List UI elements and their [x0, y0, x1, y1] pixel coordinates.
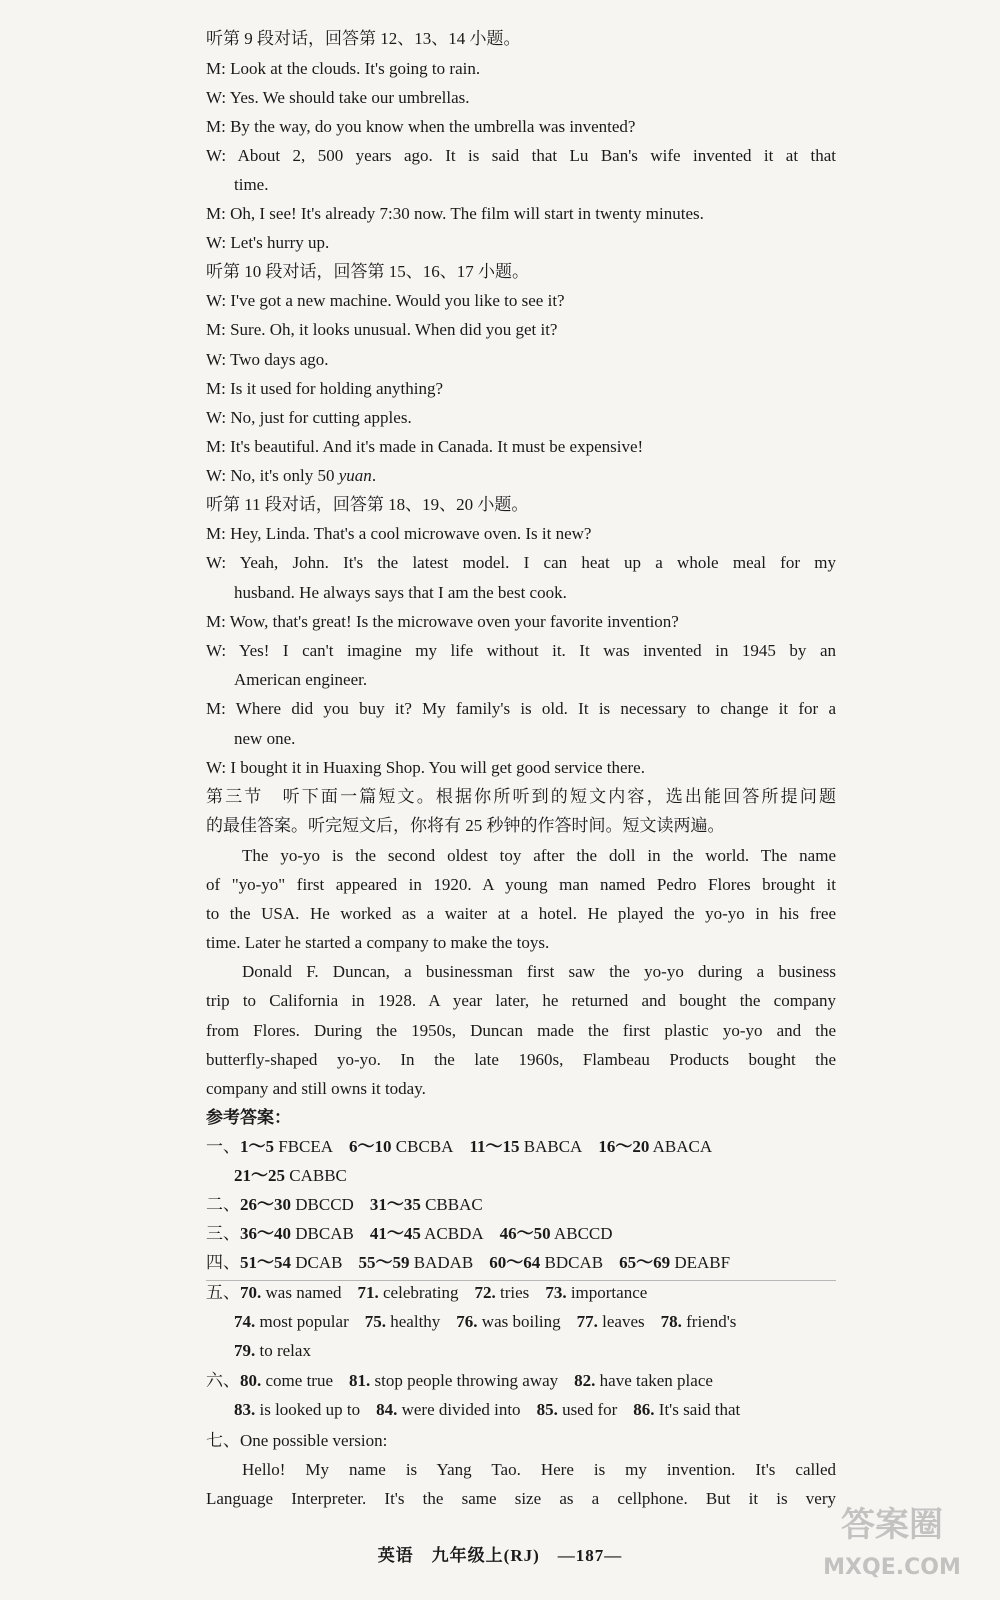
text-line-l5: M: Oh, I see! It's already 7:30 now. The film will start in twenty minutes. [206, 204, 704, 223]
answer-row-r1 [206, 1136, 728, 1158]
text-line-p2b: trip to California in 1928. A year later, he returned and bought the company [206, 991, 836, 1010]
answer-section-prefix: 三、 [206, 1224, 240, 1243]
answer-item [574, 1371, 713, 1390]
answer-item [240, 1137, 333, 1156]
answer-range: 77. [576, 1312, 598, 1331]
answer-range: 84. [376, 1400, 398, 1419]
text-line-h11: 听第 11 段对话，回答第 18、19、20 小题。 [206, 495, 529, 514]
answer-value: were divided into [401, 1400, 521, 1419]
text-line-p1c: to the USA. He worked as a waiter at a hotel. He played the yo-yo in his free [206, 904, 836, 923]
answer-value: DBCAB [295, 1224, 354, 1243]
answer-value: It's said that [658, 1400, 741, 1419]
answer-item [370, 1195, 483, 1214]
answer-item [240, 1371, 333, 1390]
text-line-l15b: husband. He always says that I am the best cook. [234, 583, 567, 602]
answer-row-r5 [206, 1282, 663, 1304]
answer-row-r6 [206, 1370, 729, 1392]
text-line-l3: M: By the way, do you know when the umbrella was invented? [206, 117, 636, 136]
text-line-l11: W: No, just for cutting apples. [206, 408, 412, 427]
text-line-l9: W: Two days ago. [206, 350, 329, 369]
answer-range: 73. [545, 1283, 567, 1302]
answer-range: 16～20 [598, 1137, 650, 1156]
answer-range: 46～50 [499, 1224, 551, 1243]
text-line-p2e: company and still owns it today. [206, 1079, 426, 1098]
answer-range: 65～69 [619, 1253, 671, 1272]
answer-range: 21～25 [234, 1166, 285, 1185]
answer-value: ABCCD [553, 1224, 613, 1243]
answer-range: 74. [234, 1312, 256, 1331]
answer-item [240, 1253, 342, 1272]
answer-item [545, 1283, 647, 1302]
answer-range: 36～40 [240, 1224, 291, 1243]
answer-item [349, 1371, 558, 1390]
answer-range: 79. [234, 1341, 256, 1360]
answer-value: DBCCD [295, 1195, 354, 1214]
answer-range: 75. [364, 1312, 386, 1331]
answer-range: 76. [456, 1312, 478, 1331]
answer-item [619, 1253, 730, 1272]
watermark-logo [812, 1496, 972, 1586]
answer-value: CABBC [289, 1166, 347, 1185]
answer-item [234, 1341, 311, 1360]
text-line-ref: 参考答案： [206, 1108, 291, 1127]
text-line-p1a: The yo-yo is the second oldest toy after the doll in the world. The name [242, 846, 836, 865]
answer-item [370, 1224, 484, 1243]
answer-range: 72. [474, 1283, 496, 1302]
answer-range: 60～64 [489, 1253, 541, 1272]
answer-value: most popular [259, 1312, 349, 1331]
answer-value: is looked up to [259, 1400, 361, 1419]
text-line-l6: W: Let's hurry up. [206, 233, 330, 252]
essay-line-2: Language Interpreter. It's the same size as a cellphone. But it is very [206, 1489, 836, 1508]
answer-range: 51～54 [240, 1253, 291, 1272]
essay-line-1: Hello! My name is Yang Tao. Here is my invention. It's called [242, 1460, 836, 1479]
answer-range: 83. [234, 1400, 256, 1419]
text-line-l12: M: It's beautiful. And it's made in Canada. It must be expensive! [206, 437, 644, 456]
svg-text:MXQE.COM: MXQE.COM [823, 1555, 961, 1580]
answer-item [577, 1312, 645, 1331]
answer-range: 31～35 [369, 1195, 421, 1214]
answer-value: ACBDA [424, 1224, 484, 1243]
answer-range: 1～5 [240, 1137, 274, 1156]
answer-row-r3 [206, 1223, 629, 1245]
answer-item [537, 1400, 618, 1419]
answer-range: 78. [660, 1312, 682, 1331]
text-line-l2: W: Yes. We should take our umbrellas. [206, 88, 470, 107]
text-line-h9: 听第 9 段对话，回答第 12、13、14 小题。 [206, 29, 521, 48]
text-line-p2d: butterfly-shaped yo-yo. In the late 1960s, Flambeau Products bought the [206, 1050, 836, 1069]
answer-value: leaves [602, 1312, 645, 1331]
answer-value: importance [570, 1283, 648, 1302]
answer-item [661, 1312, 737, 1331]
answer-item [234, 1400, 360, 1419]
text-line-p1b: of "yo-yo" first appeared in 1920. A young man named Pedro Flores brought it [206, 875, 836, 894]
answer-range: 26～30 [240, 1195, 291, 1214]
answer-row-r5b [234, 1311, 752, 1333]
answer-row-r2 [206, 1194, 499, 1216]
answer-value: FBCEA [278, 1137, 334, 1156]
text-line-l19: W: I bought it in Huaxing Shop. You will get good service there. [206, 758, 645, 777]
answer-item [475, 1283, 530, 1302]
divider [206, 1280, 836, 1281]
answer-range: 70. [240, 1283, 262, 1302]
answer-item [358, 1253, 473, 1272]
text-line-l14: M: Hey, Linda. That's a cool microwave oven. Is it new? [206, 524, 592, 543]
answer-section-prefix: 二、 [206, 1195, 240, 1214]
answer-value: ABACA [652, 1137, 713, 1156]
text-line-l17b: American engineer. [234, 670, 368, 689]
answer-item [240, 1224, 354, 1243]
text-line-p1d: time. Later he started a company to make the toys. [206, 933, 550, 952]
answer-row-r5c [234, 1340, 327, 1362]
text-line-l1: M: Look at the clouds. It's going to rain. [206, 59, 481, 78]
answer-value: friend's [686, 1312, 737, 1331]
answer-item [376, 1400, 520, 1419]
answer-item [234, 1166, 347, 1185]
text-line-h10: 听第 10 段对话，回答第 15、16、17 小题。 [206, 262, 529, 281]
text-line-l18b: new one. [234, 729, 296, 748]
answer-range: 11～15 [469, 1137, 520, 1156]
answer-value: CBBAC [425, 1195, 483, 1214]
answer-value: BABCA [523, 1137, 583, 1156]
text-line-l15: W: Yeah, John. It's the latest model. I can heat up a whole meal for my [206, 553, 836, 572]
answer-section-prefix: 五、 [206, 1283, 240, 1302]
answer-item [365, 1312, 441, 1331]
text-line-p2c: from Flores. During the 1950s, Duncan made the first plastic yo-yo and the [206, 1021, 836, 1040]
text-line-s3b: 的最佳答案。听完短文后，你将有 25 秒钟的作答时间。短文读两遍。 [206, 816, 725, 835]
answer-item [633, 1400, 740, 1419]
answer-value: used for [562, 1400, 618, 1419]
answer-row-r1b [234, 1165, 363, 1187]
answer-value: was boiling [481, 1312, 561, 1331]
text-line-l10: M: Is it used for holding anything? [206, 379, 444, 398]
answer-value: BADAB [413, 1253, 474, 1272]
answer-range: 82. [574, 1371, 596, 1390]
section-seven-label: 七、One possible version: [206, 1431, 388, 1450]
answer-value: DCAB [295, 1253, 343, 1272]
answer-range: 6～10 [349, 1137, 392, 1156]
answer-value: was named [265, 1283, 342, 1302]
answer-value: BDCAB [544, 1253, 604, 1272]
text-line-l4b: time. [234, 175, 269, 194]
answer-item [240, 1283, 342, 1302]
answer-value: tries [500, 1283, 530, 1302]
text-line-l8: M: Sure. Oh, it looks unusual. When did you get it? [206, 320, 558, 339]
answer-range: 55～59 [358, 1253, 410, 1272]
text-line-l7: W: I've got a new machine. Would you like to see it? [206, 291, 565, 310]
answer-item [234, 1312, 349, 1331]
answer-value: come true [265, 1371, 333, 1390]
page-footer: 英语 九年级上(RJ) —187— [377, 1546, 623, 1565]
answer-row-r6b [234, 1399, 756, 1421]
answer-range: 71. [357, 1283, 379, 1302]
answer-range: 85. [536, 1400, 558, 1419]
answer-value: have taken place [599, 1371, 713, 1390]
answer-item [240, 1195, 354, 1214]
answer-item [500, 1224, 613, 1243]
answer-row-r4 [206, 1252, 746, 1274]
text-line-l18: M: Where did you buy it? My family's is old. It is necessary to change it for a [206, 699, 836, 718]
text-line-l13: W: No, it's only 50 yuan. [206, 466, 377, 485]
answer-section-prefix: 四、 [206, 1253, 240, 1272]
answer-item [469, 1137, 582, 1156]
answer-item [456, 1312, 560, 1331]
text-line-l16: M: Wow, that's great! Is the microwave oven your favorite invention? [206, 612, 679, 631]
answer-value: stop people throwing away [374, 1371, 559, 1390]
answer-value: DEABF [674, 1253, 731, 1272]
answer-value: celebrating [383, 1283, 459, 1302]
text-line-l4: W: About 2, 500 years ago. It is said that Lu Ban's wife invented it at that [206, 146, 836, 165]
text-line-s3a: 第三节 听下面一篇短文。根据你所听到的短文内容，选出能回答所提问题 [206, 787, 836, 806]
svg-text:答案圈: 答案圈 [841, 1505, 943, 1545]
answer-value: CBCBA [395, 1137, 454, 1156]
answer-section-prefix: 一、 [206, 1137, 240, 1156]
answer-range: 81. [349, 1371, 371, 1390]
answer-section-prefix: 六、 [206, 1371, 240, 1390]
answer-item [358, 1283, 459, 1302]
answer-range: 86. [633, 1400, 655, 1419]
answer-item [349, 1137, 453, 1156]
answer-range: 41～45 [369, 1224, 421, 1243]
answer-value: healthy [390, 1312, 441, 1331]
answer-item [489, 1253, 603, 1272]
text-line-p2a: Donald F. Duncan, a businessman first saw the yo-yo during a business [242, 962, 836, 981]
answer-range: 80. [240, 1371, 262, 1390]
text-line-l17: W: Yes! I can't imagine my life without it. It was invented in 1945 by an [206, 641, 836, 660]
answer-value: to relax [259, 1341, 311, 1360]
answer-item [598, 1137, 712, 1156]
